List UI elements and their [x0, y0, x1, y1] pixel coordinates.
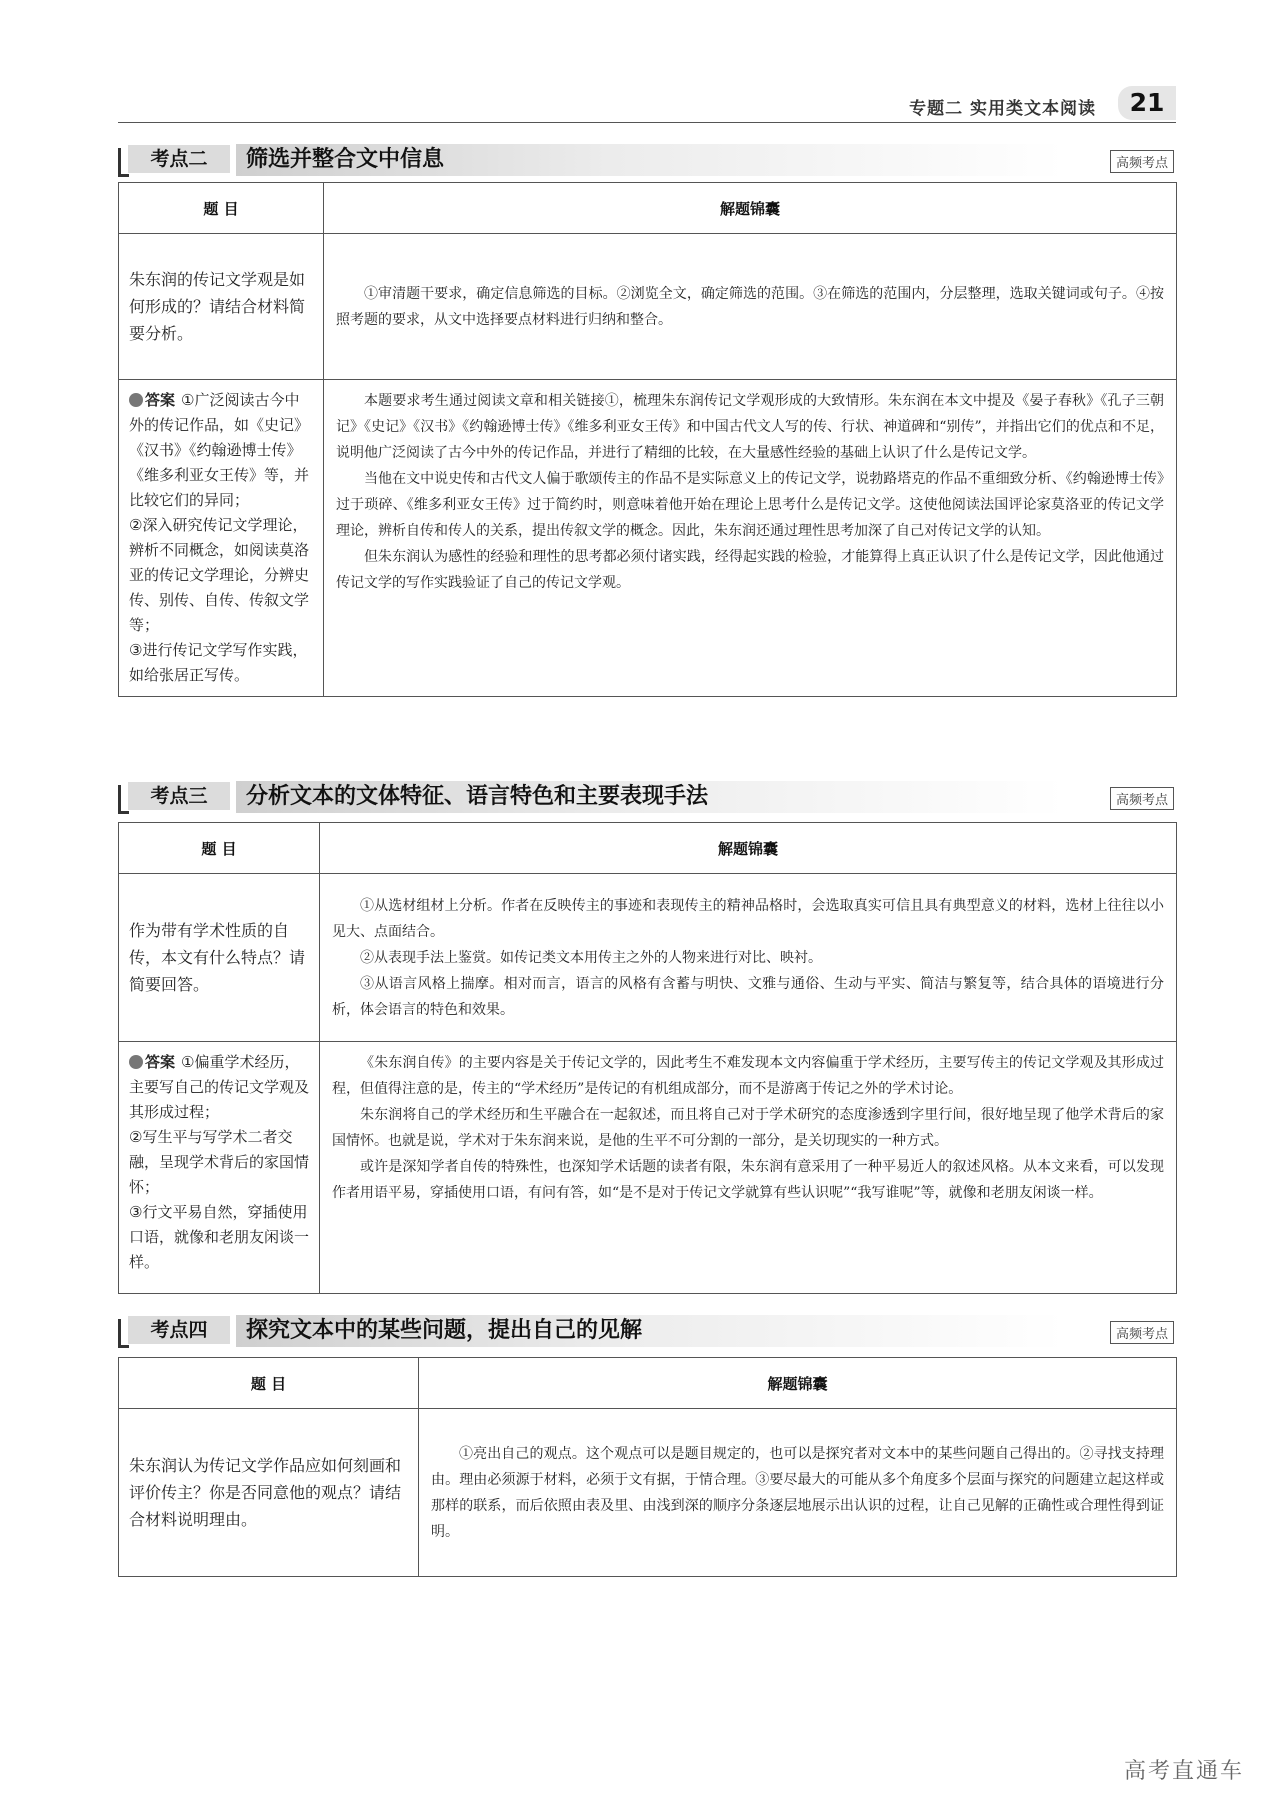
section-label: 考点四: [128, 1316, 230, 1344]
question-text: 朱东润认为传记文学作品应如何刻画和评价传主？你是否同意他的观点？请结合材料说明理由。: [119, 1409, 419, 1577]
question-text: 朱东润的传记文学观是如何形成的？请结合材料简要分析。: [119, 234, 324, 380]
method-cell: [320, 874, 1177, 1042]
question-text: 作为带有学术性质的自传，本文有什么特点？请简要回答。: [119, 874, 320, 1042]
column-header-question: 题 目: [119, 183, 324, 234]
analysis-paragraph: 本题要求考生通过阅读文章和相关链接①，梳理朱东润传记文学观形成的大致情形。朱东润在本文中提及《晏子春秋》《孔子三朝记》《史记》《汉书》《约翰逊博士传》《维多利亚女王传》和中国古代文人写的传、行状、神道碑和“别传”，并指出它们的优点和不足，说明他广泛阅读了古今中外的传记作品，并进行了精细的比较，在大量感性经验的基础上认识了什么是传记文学。: [336, 393, 1164, 461]
page-header: [118, 88, 1176, 123]
frequency-badge: 高频考点: [1110, 1321, 1174, 1344]
answer-cell: [119, 1042, 320, 1294]
frequency-badge: 高频考点: [1110, 787, 1174, 810]
answer-label: 答案: [145, 391, 176, 409]
answer-point: ③进行传记文学写作实践，如给张居正写传。: [129, 641, 308, 684]
column-header-method: 解题锦囊: [320, 823, 1177, 874]
method-paragraph: ①亮出自己的观点。这个观点可以是题目规定的，也可以是探究者对文本中的某些问题自己得出的。②寻找支持理由。理由必须源于材料，必须于文有据，于情合理。③要尽最大的可能从多个角度多个层面与探究的问题建立起这样或那样的联系，而后依照由表及里、由浅到深的顺序分条逐层地展示出认识的过程，让自己见解的正确性或合理性得到证明。: [431, 1445, 1164, 1540]
method-cell: [324, 234, 1177, 380]
section-table-3: [118, 822, 1177, 1294]
answer-icon: [129, 1055, 143, 1069]
analysis-paragraph: 但朱东润认为感性的经验和理性的思考都必须付诸实践，经得起实践的检验，才能算得上真正认识了什么是传记文学，因此他通过传记文学的写作实践验证了自己的传记文学观。: [336, 549, 1164, 591]
method-cell: [419, 1409, 1177, 1577]
section-heading-2: [118, 144, 1174, 178]
answer-label: 答案: [145, 1053, 176, 1071]
frequency-badge: 高频考点: [1110, 150, 1174, 173]
answer-point: ②写生平与写学术二者交融，呈现学术背后的家国情怀；: [129, 1128, 310, 1196]
analysis-cell: [324, 380, 1177, 697]
column-header-question: 题 目: [119, 1358, 419, 1409]
watermark: 高考直通车: [1123, 1759, 1244, 1784]
section-label: 考点三: [128, 782, 230, 810]
analysis-paragraph: 朱东润将自己的学术经历和生平融合在一起叙述，而且将自己对于学术研究的态度渗透到字里行间，很好地呈现了他学术背后的家国情怀。也就是说，学术对于朱东润来说，是他的生平不可分割的一部分，是关切现实的一种方式。: [332, 1107, 1164, 1149]
section-heading-3: [118, 781, 1174, 815]
answer-cell: [119, 380, 324, 697]
analysis-paragraph: 《朱东润自传》的主要内容是关于传记文学的，因此考生不难发现本文内容偏重于学术经历，主要写传主的传记文学观及其形成过程，但值得注意的是，传主的“学术经历”是传记的有机组成部分，而不是游离于传记之外的学术讨论。: [332, 1055, 1164, 1097]
analysis-cell: [320, 1042, 1177, 1294]
section-table-4: [118, 1357, 1177, 1577]
section-label: 考点二: [128, 145, 230, 173]
answer-point: ①偏重学术经历，主要写自己的传记文学观及其形成过程；: [129, 1053, 310, 1121]
method-paragraph: ③从语言风格上揣摩。相对而言，语言的风格有含蓄与明快、文雅与通俗、生动与平实、简洁与繁复等，结合具体的语境进行分析，体会语言的特色和效果。: [332, 975, 1164, 1018]
section-title: 筛选并整合文中信息: [236, 144, 1064, 176]
column-header-method: 解题锦囊: [419, 1358, 1177, 1409]
method-paragraph: ②从表现手法上鉴赏。如传记类文本用传主之外的人物来进行对比、映衬。: [360, 949, 822, 966]
analysis-paragraph: 当他在文中说史传和古代文人偏于歌颂传主的作品不是实际意义上的传记文学，说勃路塔克的作品不重细致分析、《约翰逊博士传》过于琐碎、《维多利亚女王传》过于简约时，则意味着他开始在理论上思考什么是传记文学。这使他阅读法国评论家莫洛亚的传记文学理论，辨析自传和传人的关系，提出传叙文学的概念。因此，朱东润还通过理性思考加深了自己对传记文学的认知。: [336, 471, 1164, 539]
section-title: 探究文本中的某些问题，提出自己的见解: [236, 1315, 1064, 1347]
analysis-paragraph: 或许是深知学者自传的特殊性，也深知学术话题的读者有限，朱东润有意采用了一种平易近人的叙述风格。从本文来看，可以发现作者用语平易，穿插使用口语，有问有答，如“是不是对于传记文学就算有些认识呢”“我写谁呢”等，就像和老朋友闲谈一样。: [332, 1159, 1164, 1201]
section-title: 分析文本的文体特征、语言特色和主要表现手法: [236, 781, 1064, 813]
page-number: 21: [1118, 86, 1176, 120]
method-paragraph: ①审清题干要求，确定信息筛选的目标。②浏览全文，确定筛选的范围。③在筛选的范围内，分层整理，选取关键词或句子。④按照考题的要求，从文中选择要点材料进行归纳和整合。: [336, 285, 1164, 328]
column-header-question: 题 目: [119, 823, 320, 874]
section-table-2: [118, 182, 1177, 697]
column-header-method: 解题锦囊: [324, 183, 1177, 234]
header-title: 专题二 实用类文本阅读: [909, 99, 1096, 119]
answer-point: ②深入研究传记文学理论，辨析不同概念，如阅读莫洛亚的传记文学理论，分辨史传、别传、自传、传叙文学等；: [129, 516, 310, 634]
section-heading-4: [118, 1315, 1174, 1349]
answer-point: ③行文平易自然，穿插使用口语，就像和老朋友闲谈一样。: [129, 1203, 310, 1271]
answer-icon: [129, 393, 143, 407]
method-paragraph: ①从选材组材上分析。作者在反映传主的事迹和表现传主的精神品格时，会选取真实可信且具有典型意义的材料，选材上往往以小见大、点面结合。: [332, 897, 1164, 940]
answer-point: ①广泛阅读古今中外的传记作品，如《史记》《汉书》《约翰逊博士传》《维多利亚女王传》等，并比较它们的异同；: [129, 391, 310, 509]
